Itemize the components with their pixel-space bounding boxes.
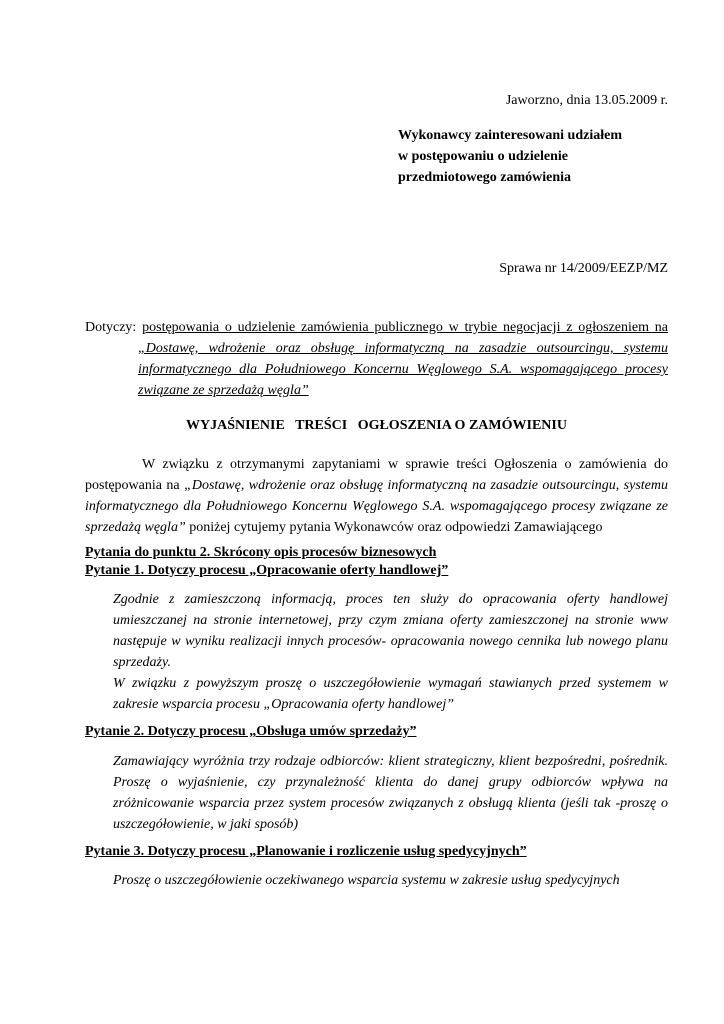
question-3-heading: Pytanie 3. Dotyczy procesu „Planowanie i rozliczenie usług spedycyjnych” bbox=[85, 843, 527, 859]
intro-text-quoted: „Dostawę, wdrożenie oraz obsługę informatyczną na zasadzie outsourcingu, systemu informatycznego dla Południowego Koncernu Węglowego S.A. wspomagającego procesy związane ze sprzedażą węgla” bbox=[85, 478, 669, 535]
question-paragraph: Zamawiający wyróżnia trzy rodzaje odbiorców: klient strategiczny, klient bezpośredni, pośrednik. Proszę o wyjaśnienie, czy przynależność klienta do danej grupy odbiorców wpływa na zróżnicowanie wsparcia przez system procesów związanych z obsługą klienta (jeśli tak -proszę o uszczegółowienie, w jaki sposób) bbox=[113, 753, 668, 832]
question-1-body bbox=[113, 589, 668, 715]
subject-text-plain: postępowania o udzielenie zamówienia publicznego w trybie negocjacji z ogłoszeniem na bbox=[142, 320, 669, 335]
intro-paragraph bbox=[85, 454, 668, 538]
addressee-line: przedmiotowego zamówienia bbox=[398, 170, 572, 185]
subject-label: Dotyczy: bbox=[85, 320, 137, 335]
addressee-line: w postępowaniu o udzielenie bbox=[398, 149, 568, 164]
document-title: WYJAŚNIENIE TREŚCI OGŁOSZENIA O ZAMÓWIENIU bbox=[186, 418, 567, 433]
question-2-body bbox=[113, 751, 668, 835]
case-number: Sprawa nr 14/2009/EEZP/MZ bbox=[499, 261, 668, 276]
subject-text bbox=[138, 320, 668, 398]
addressee-line: Wykonawcy zainteresowani udziałem bbox=[398, 128, 622, 143]
subject-text-quoted: „Dostawę, wdrożenie oraz obsługę informatyczną na zasadzie outsourcingu, systemu informatycznego dla Południowego Koncernu Węglowego S.A. wspomagającego procesy związane ze sprzedażą węgla” bbox=[138, 341, 668, 398]
question-paragraph: W związku z powyższym proszę o uszczegółowienie wymagań stawianych przed systemem w zakresie wsparcia procesu „Opracowania oferty handlowej” bbox=[113, 676, 668, 712]
intro-text-post: poniżej cytujemy pytania Wykonawców oraz odpowiedzi Zamawiającego bbox=[185, 520, 603, 535]
question-paragraph: Proszę o uszczegółowienie oczekiwanego wsparcia systemu w zakresie usług spedycyjnych bbox=[113, 873, 620, 888]
question-3-body bbox=[113, 870, 668, 891]
subject-line bbox=[85, 317, 668, 401]
intro-text-pre: W związku z otrzymanymi zapytaniami w sprawie treści Ogłoszenia o zamówienia do postępowania na bbox=[85, 457, 668, 493]
date-line: Jaworzno, dnia 13.05.2009 r. bbox=[505, 93, 668, 108]
addressee-block bbox=[398, 125, 668, 188]
section-heading: Pytania do punktu 2. Skrócony opis procesów biznesowych bbox=[85, 545, 437, 560]
question-paragraph: Zgodnie z zamieszczoną informacją, proces ten służy do opracowania oferty handlowej umieszczanej na stronie internetowej, przy czym zmiana oferty zamieszczonej na stronie www następuje w wyniku realizacji innych procesów- opracowania nowego cennika lub nowego planu sprzedaży. bbox=[113, 592, 668, 670]
question-2-heading: Pytanie 2. Dotyczy procesu „Obsługa umów sprzedaży” bbox=[85, 724, 417, 739]
question-1-heading: Pytanie 1. Dotyczy procesu „Opracowanie oferty handlowej” bbox=[85, 562, 449, 578]
